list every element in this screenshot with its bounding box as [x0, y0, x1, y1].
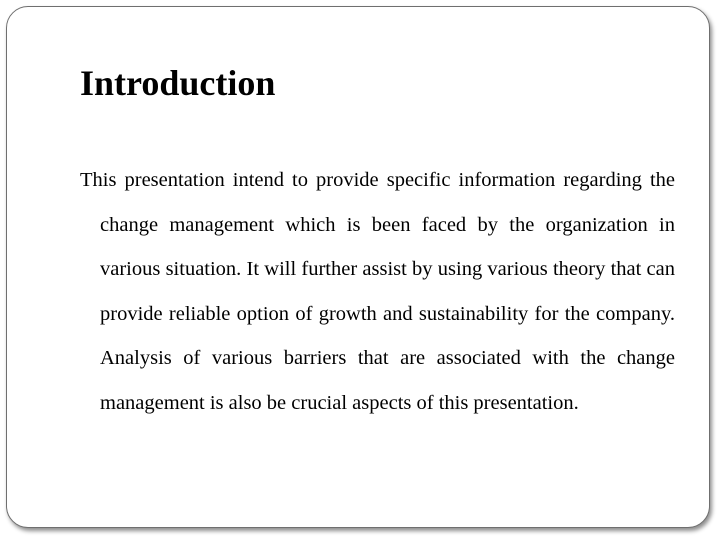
slide-body-paragraph: This presentation intend to provide specific information regarding the change management which is been faced by the organization in various situation. It will further assist by using various theory that can provide reliable option of growth and sustainability for the company. Analysis of various barriers that are associated with the change management is also be crucial aspects of this presentation. — [80, 169, 675, 414]
slide-title: Introduction — [80, 63, 276, 103]
